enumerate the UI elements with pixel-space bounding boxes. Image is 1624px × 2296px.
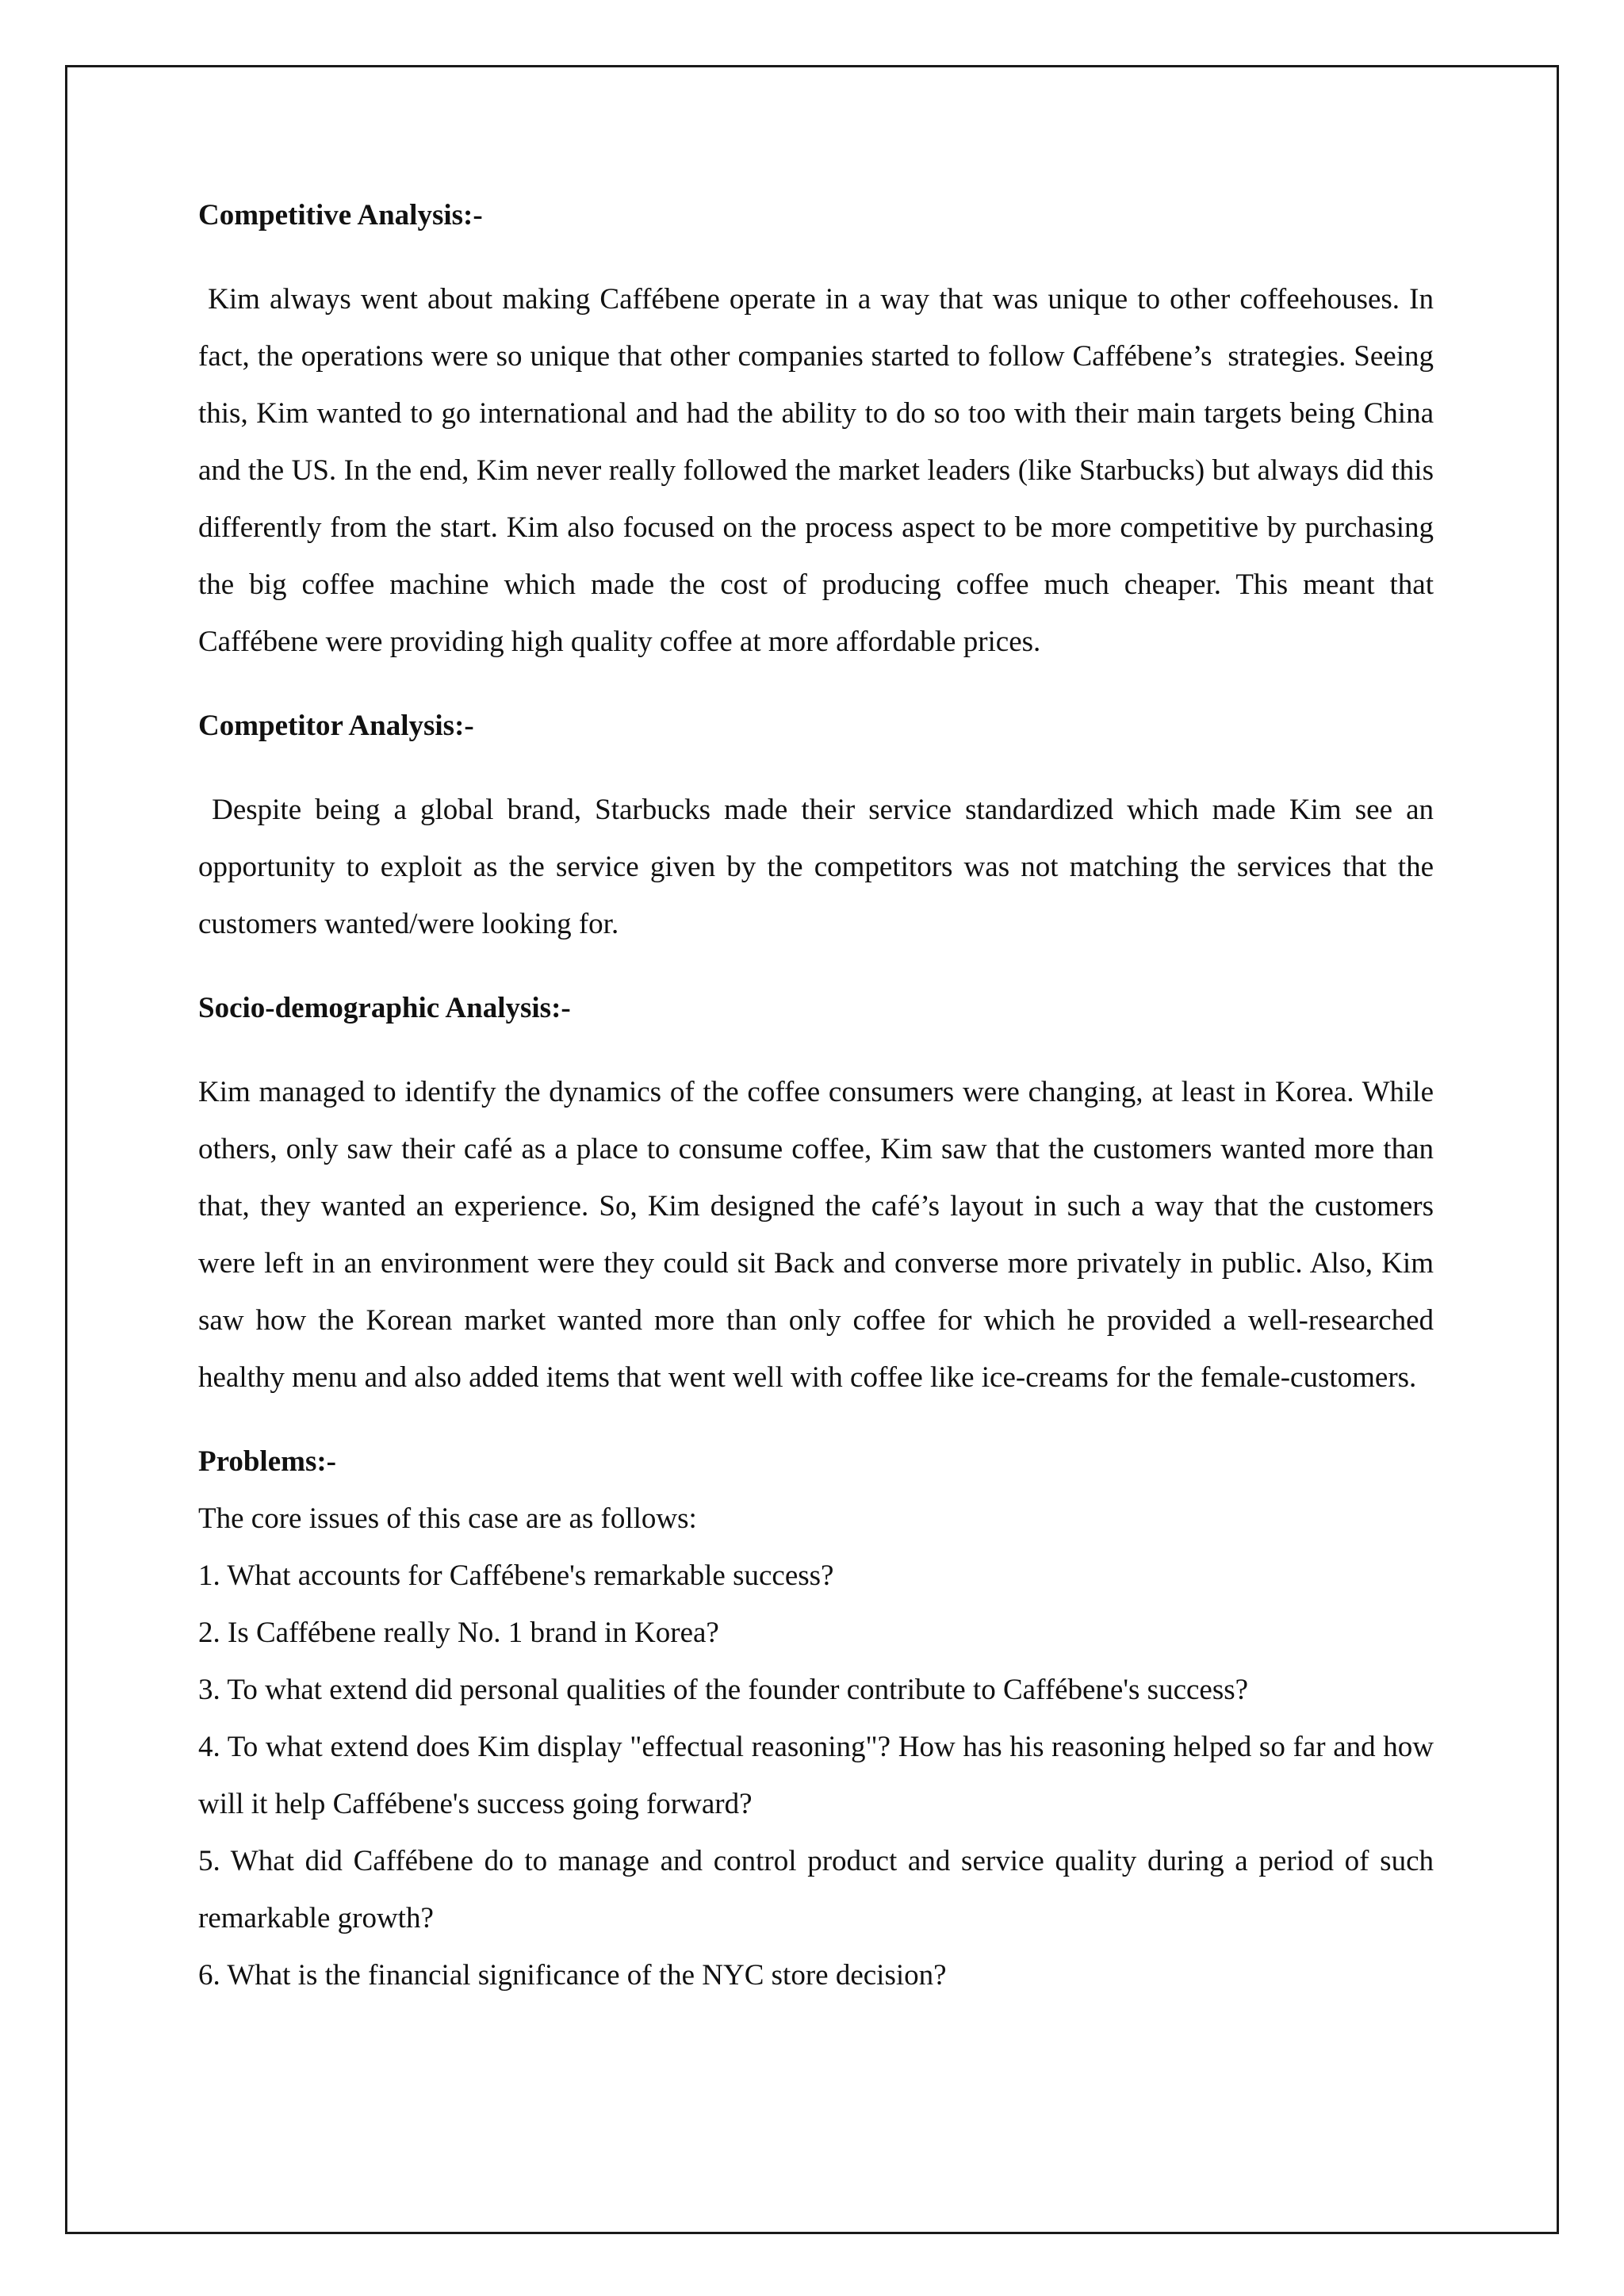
problem-item: 1. What accounts for Caffébene's remarkable success?: [198, 1559, 834, 1592]
document-body: [198, 187, 1442, 2004]
paragraph-competitive-analysis: Kim always went about making Caffébene operate in a way that was unique to other coffeehouses. In fact, the operations were so unique that other companies started to follow Caffébene’s strategies. Seeing this, Kim wanted to go international and had the ability to do so too with their main targets being China and the US. In the end, Kim never really followed the market leaders (like Starbucks) but always did this differently from the start. Kim also focused on the process aspect to be more competitive by purchasing the big coffee machine which made the cost of producing coffee much cheaper. This meant that Caffébene were providing high quality coffee at more affordable prices.: [198, 283, 1442, 658]
problem-item: 3. To what extend did personal qualities of the founder contribute to Caffébene's success?: [198, 1674, 1249, 1706]
problem-item: 4. To what extend does Kim display "effectual reasoning"? How has his reasoning helped so far and how will it help Caffébene's success going forward?: [198, 1731, 1434, 1820]
heading-competitive-analysis: Competitive Analysis:-: [198, 199, 483, 232]
problem-item: 5. What did Caffébene do to manage and control product and service quality during a period of such remarkable growth?: [198, 1845, 1434, 1934]
problems-intro: The core issues of this case are as follows:: [198, 1502, 697, 1535]
paragraph-sociodemographic-analysis: Kim managed to identify the dynamics of the coffee consumers were changing, at least in Korea. While others, only saw their café as a place to consume coffee, Kim saw that the customers wanted more than that, they wanted an experience. So, Kim designed the café’s layout in such a way that the customers were left in an environment were they could sit Back and converse more privately in public. Also, Kim saw how the Korean market wanted more than only coffee for which he provided a well-researched healthy menu and also added items that went well with coffee like ice-creams for the female-customers.: [198, 1076, 1434, 1394]
heading-sociodemographic-analysis: Socio-demographic Analysis:-: [198, 992, 571, 1024]
heading-competitor-analysis: Competitor Analysis:-: [198, 710, 474, 742]
paragraph-competitor-analysis: Despite being a global brand, Starbucks made their service standardized which made Kim see an opportunity to exploit as the service given by the competitors was not matching the services that the customers wanted/were looking for.: [198, 794, 1442, 940]
problem-item: 6. What is the financial significance of the NYC store decision?: [198, 1959, 947, 1992]
problem-item: 2. Is Caffébene really No. 1 brand in Korea?: [198, 1617, 719, 1649]
heading-problems: Problems:-: [198, 1445, 336, 1478]
